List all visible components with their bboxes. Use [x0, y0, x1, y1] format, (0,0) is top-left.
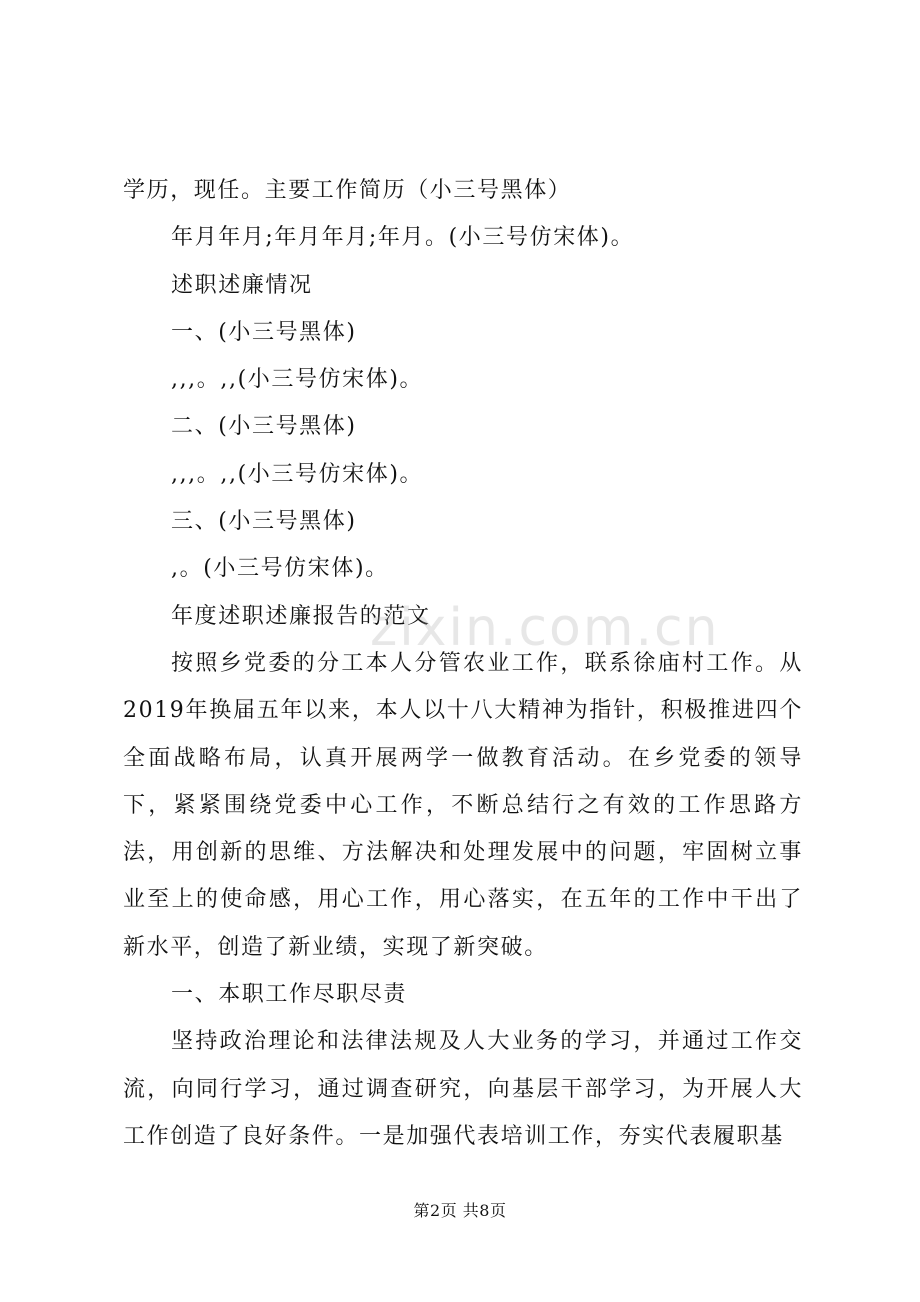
paragraph-placeholder-one: ,,,。,,(小三号仿宋体)。: [171, 367, 424, 393]
section-heading-duties: 一、本职工作尽职尽责: [171, 982, 408, 1008]
section-heading-report: 述职述廉情况: [171, 272, 313, 298]
paragraph-placeholder-two: ,,,。,,(小三号仿宋体)。: [171, 461, 424, 487]
paragraph-placeholder-three: ,。(小三号仿宋体)。: [171, 556, 389, 582]
page-footer: 第2页 共8页: [413, 1201, 507, 1220]
document-body: [123, 167, 803, 1160]
subheading-three: 三、(小三号黑体): [171, 509, 357, 535]
subheading-two: 二、(小三号黑体): [171, 414, 357, 440]
subheading-one: 一、(小三号黑体): [171, 319, 357, 345]
paragraph-resume-dates: 年月年月;年月年月;年月。(小三号仿宋体)。: [171, 225, 635, 251]
article-title: 年度述职述廉报告的范文: [171, 603, 431, 629]
paragraph-resume-heading: 学历，现任。主要工作简历（小三号黑体）: [123, 178, 572, 203]
watermark: zixin.com.cn: [370, 598, 720, 658]
paragraph-intro: 按照乡党委的分工本人分管农业工作，联系徐庙村工作。从2019年换届五年以来，本人以十八大精神为指针，积极推进四个全面战略布局，认真开展两学一做教育活动。在乡党委的领导下，紧紧围绕党委中心工作，不断总结行之有效的工作思路方法，用创新的思维、方法解决和处理发展中的问题，牢固树立事业至上的使命感，用心工作，用心落实，在五年的工作中干出了新水平，创造了新业绩，实现了新突破。: [123, 650, 803, 960]
paragraph-study: 坚持政治理论和法律法规及人大业务的学习，并通过工作交流，向同行学习，通过调查研究，向基层干部学习，为开展人大工作创造了良好条件。一是加强代表培训工作，夯实代表履职基: [123, 1029, 803, 1149]
